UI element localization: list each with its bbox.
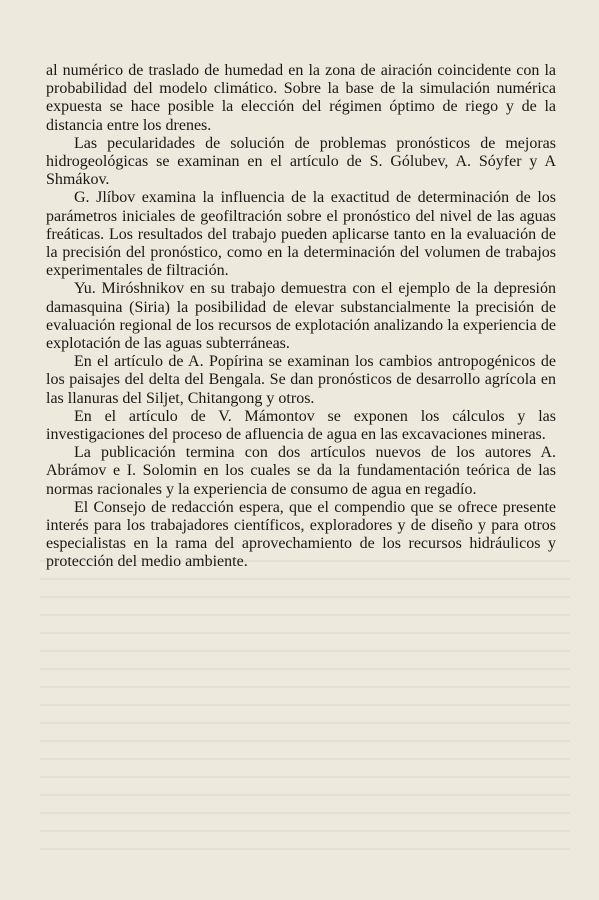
paragraph-abramov-solomin: La publicación termina con dos artículos nuevos de los autores A. Abrámov e I. Solomin en los cuales se da la fundamentación teórica de las normas racionales y la experiencia de consumo de agua en regadío. — [46, 444, 556, 498]
paragraph-golubev: Las pecularidades de solución de problemas pronósticos de mejoras hidrogeológicas se examinan en el artículo de S. Gólubev, A. Sóyfer y A Shmákov. — [46, 134, 556, 189]
paragraph-popirina: En el artículo de A. Popírina se examinan los cambios antropogénicos de los paisajes del delta del Bengala. Se dan pronósticos de desarrollo agrícola en las llanuras del Siljet, Chitangong y otros. — [46, 353, 556, 407]
paragraph-jlibov: G. Jlíbov examina la influencia de la exactitud de determinación de los parámetros iniciales de geofiltración sobre el pronóstico del nivel de las aguas freáticas. Los resultados del trabajo pueden aplicarse tanto en la evaluación de la precisión del pronóstico, como en la determinación del volumen de trabajos experimentales de filtración. — [46, 189, 556, 280]
paragraph-mamontov: En el artículo de V. Mámontov se exponen los cálculos y las investigaciones del proceso de afluencia de agua en las excavaciones mineras. — [46, 407, 556, 444]
body-text — [46, 62, 556, 572]
paragraph-miroshnikov: Yu. Miróshnikov en su trabajo demuestra con el ejemplo de la depresión damasquina (Siria) la posibilidad de elevar substancialmente la precisión de evaluación regional de los recursos de explotación analizando la experiencia de explotación de las aguas subterráneas. — [46, 280, 556, 353]
paragraph-continuation: al numérico de traslado de humedad en la zona de airación coincidente con la probabilidad del modelo climático. Sobre la base de la simulación numérica expuesta se hace posible la elección del régimen óptimo de riego y de la distancia entre los drenes. — [46, 62, 556, 134]
show-through-texture — [40, 560, 570, 880]
paragraph-consejo: El Consejo de redacción espera, que el compendio que se ofrece presente interés para los trabajadores científicos, exploradores y de diseño y para otros especialistas en la rama del aprovechamiento de los recursos hidráulicos y protección del medio ambiente. — [46, 498, 556, 571]
